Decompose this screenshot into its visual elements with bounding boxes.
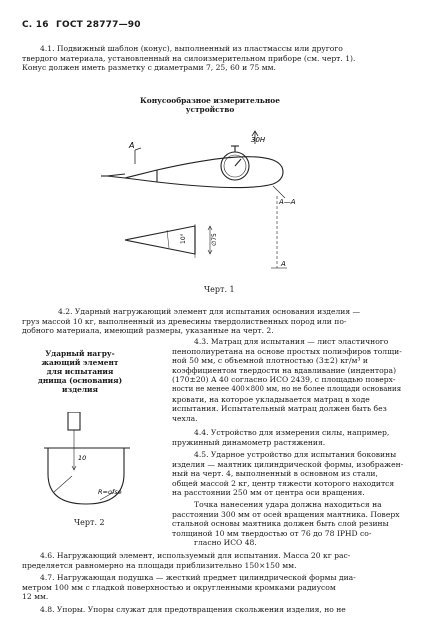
text-line: Конус должен иметь разметку с диаметрами 7, 25, 60 и 75 мм. — [22, 63, 276, 73]
text-line: 12 мм. — [22, 592, 49, 602]
text-line: гласно ИСО 48. — [194, 538, 257, 548]
text-line: 4.6. Нагружающий элемент, используемый для испытания. Масса 20 кг рас- — [40, 551, 351, 560]
text-line: пределяется равномерно на площади приблизительно 150×150 мм. — [22, 560, 297, 570]
text-line: 4.2. Ударный нагружающий элемент для испытания основания изделия — — [58, 307, 361, 316]
device-body — [125, 157, 283, 188]
label-a-section: A—A — [279, 198, 296, 206]
text-line: расстоянии 300 мм от осей вращения маятника. Поверх — [172, 509, 400, 519]
figure1-drawing — [95, 128, 355, 276]
text-line: ности не менее 400×800 мм, но не более площади основания — [172, 384, 402, 393]
figure2-caption: Черт. 2 — [74, 518, 105, 527]
text-line: 4.3. Матрац для испытания — лист эластичного — [194, 337, 389, 346]
figure2-title-line: днища (основания) — [37, 376, 123, 385]
section-4-5-continued — [172, 500, 404, 548]
text-line: твердого материала, установленный на силоизмерительном приборе (см. черт. 1). — [22, 53, 356, 63]
figure1-title — [120, 96, 300, 114]
text-line: 4.5. Ударное устройство для испытания боковины — [194, 450, 397, 459]
section-4-2 — [22, 307, 404, 336]
dim-angle: 10° — [180, 233, 187, 244]
leader-line — [273, 186, 285, 198]
cone-tip — [107, 174, 125, 178]
text-line: добного материала, имеющий размеры, указанные на черт. 2. — [22, 326, 274, 336]
handle-block — [68, 412, 80, 430]
section-4-4 — [172, 428, 404, 447]
section-4-5 — [172, 450, 404, 498]
figure1-title-line: устройство — [185, 105, 235, 114]
figure2-title — [28, 349, 132, 394]
text-line: изделия — маятник цилиндрической формы, изображен- — [172, 459, 404, 469]
text-line: толщиной 10 мм твердостью от 76 до 78 IPHD со- — [172, 528, 372, 538]
text-line: (170±20) А 40 согласно ИСО 2439, с площадью поверх- — [172, 375, 396, 385]
section-4-6 — [22, 551, 404, 570]
text-line: груз массой 10 кг, выполненный из древесины твердолиственных пород или по- — [22, 316, 347, 326]
text-line: пенополиуретана на основе простых полиэфиров толщи- — [172, 346, 402, 356]
figure2-title-line: Ударный нагру- — [45, 349, 115, 358]
figure2-title-line: для испытания — [46, 367, 114, 376]
text-line: Точка нанесения удара должна находиться на — [194, 500, 382, 509]
label-a-top: A — [129, 141, 135, 150]
text-line: ный на черт. 4, выполненный в основном из стали, — [172, 469, 378, 479]
text-line: ной 50 мм, с объемной плотностью (3±2) кг/м³ и — [172, 356, 368, 366]
dim-diameter: ∅75 — [211, 233, 218, 246]
figure1-caption: Черт. 1 — [204, 285, 235, 294]
text-line: 4.8. Упоры. Упоры служат для предотвращения скольжения изделия, но не — [40, 605, 346, 614]
radius-label: R=ofse — [98, 488, 122, 496]
dim-label: 10 — [78, 454, 87, 462]
dial-needle — [235, 159, 241, 166]
label-30n: 30Н — [251, 136, 266, 144]
text-line: испытания. Испытательный матрац должен быть без — [172, 404, 387, 414]
figure1-title-line: Конусообразное измерительное — [140, 96, 280, 105]
section-4-8 — [22, 605, 404, 615]
section-4-1 — [22, 44, 404, 73]
page-header — [22, 20, 141, 30]
section-4-3 — [172, 337, 404, 423]
figure2-drawing — [40, 412, 140, 516]
label-a-bottom: A — [281, 260, 286, 268]
text-line: общей массой 2 кг, центр тяжести которого находится — [172, 478, 395, 488]
figure2-title-line: жающий элемент — [41, 358, 119, 367]
radius-line — [54, 476, 72, 492]
text-line: 4.7. Нагружающая подушка — жесткий предмет цилиндрической формы диа- — [40, 573, 356, 582]
text-line: коэффициентом твердости на вдавливание (индентора) — [172, 365, 397, 375]
text-line: стальной основы маятника должен быть слой резины — [172, 519, 389, 529]
text-line: 4.4. Устройство для измерения силы, например, — [194, 428, 390, 437]
text-line: кровати, на которое укладывается матрац в ходе — [172, 394, 370, 404]
text-line: пружинный динамометр растяжения. — [172, 437, 326, 447]
text-line: чехла. — [172, 413, 198, 423]
page-number: С. 16 — [22, 20, 49, 30]
standard-number: ГОСТ 28777—90 — [56, 20, 141, 30]
text-line: 4.1. Подвижный шаблон (конус), выполненный из пластмассы или другого — [40, 44, 343, 53]
figure2-title-line: изделия — [62, 385, 98, 394]
text-line: на расстоянии 250 мм от центра оси вращения. — [172, 488, 365, 498]
section-4-7 — [22, 573, 404, 602]
text-line: метром 100 мм с гладкой поверхностью и округленными кромками радиусом — [22, 582, 336, 592]
